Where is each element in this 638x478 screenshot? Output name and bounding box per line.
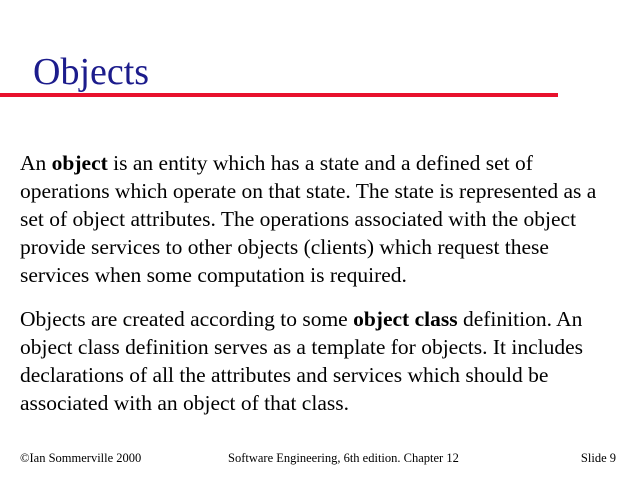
paragraph1-bold-term: object: [51, 151, 108, 175]
paragraph-object-class: [20, 305, 620, 417]
paragraph-object-definition: [20, 149, 620, 289]
paragraph2-text-start: Objects are created according to some: [20, 307, 354, 331]
title-underline: [0, 93, 558, 97]
footer-copyright: ©Ian Sommerville 2000: [20, 451, 142, 465]
paragraph2-text-end: definition. An object class definition serves as a template for objects. It includes declarations of all the attributes and services which should be associated with an object of that class.: [20, 307, 583, 415]
footer-slide-number: Slide 9: [580, 451, 616, 465]
slide-title: Objects: [33, 51, 150, 93]
paragraph2-bold-term: object class: [353, 307, 458, 331]
paragraph1-text-end: is an entity which has a state and a defined set of operations which operate on that state. The state is represented as a set of object attributes. The operations associated with the object provide services to other objects (clients) which request these services when some computation is required.: [20, 151, 597, 287]
paragraph1-text-start: An: [20, 151, 52, 175]
footer-book-title: Software Engineering, 6th edition. Chapter 12: [228, 451, 459, 465]
